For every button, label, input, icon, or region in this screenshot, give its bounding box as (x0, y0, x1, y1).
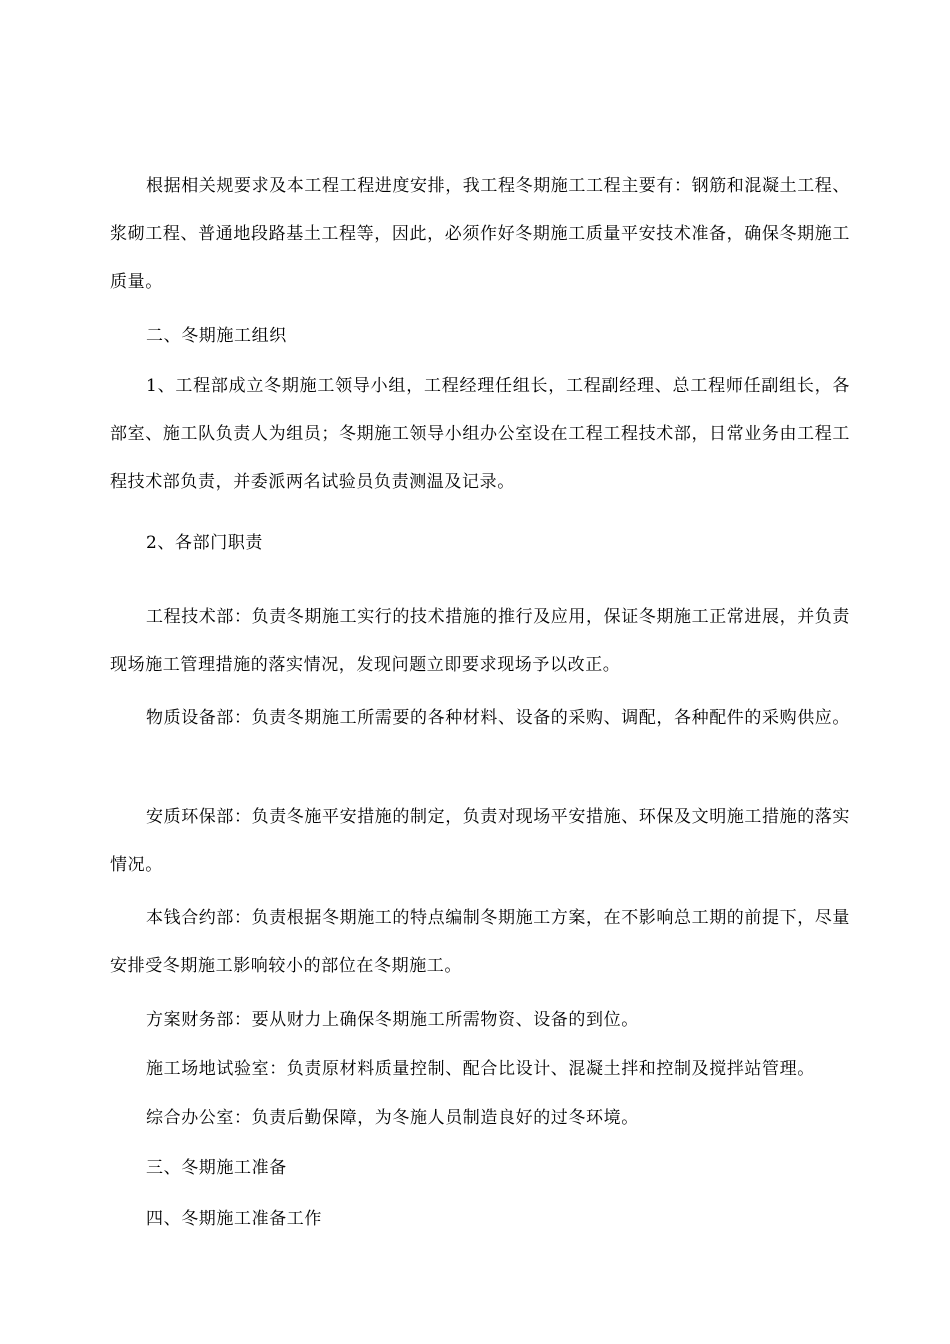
paragraph-leading-group: 1、工程部成立冬期施工领导小组，工程经理任组长，工程副经理、总工程师任副组长，各部室、施工队负责人为组员；冬期施工领导小组办公室设在工程工程技术部，日常业务由工程工程技术部负责，并委派两名试验员负责测温及记录。 (110, 376, 850, 492)
paragraph-engineering-tech: 工程技术部：负责冬期施工实行的技术措施的推行及应用，保证冬期施工正常进展，并负责现场施工管理措施的落实情况，发现问题立即要求现场予以改正。 (110, 607, 850, 675)
heading-preparation-work: 四、冬期施工准备工作 (146, 1209, 322, 1229)
paragraph-cost-contract: 本钱合约部：负责根据冬期施工的特点编制冬期施工方案，在不影响总工期的前提下，尽量安排受冬期施工影响较小的部位在冬期施工。 (110, 908, 850, 976)
paragraph-material-equipment: 物质设备部：负责冬期施工所需要的各种材料、设备的采购、调配，各种配件的采购供应。 (146, 708, 850, 728)
paragraph-intro: 根据相关规要求及本工程工程进度安排，我工程冬期施工工程主要有：钢筋和混凝土工程、浆砌工程、普通地段路基土工程等，因此，必须作好冬期施工质量平安技术准备，确保冬期施工质量。 (110, 176, 850, 292)
heading-winter-preparation: 三、冬期施工准备 (146, 1158, 287, 1178)
paragraph-general-office: 综合办公室：负责后勤保障，为冬施人员制造良好的过冬环境。 (146, 1108, 639, 1128)
heading-department-duties: 2、各部门职责 (146, 533, 264, 553)
paragraph-finance: 方案财务部：要从财力上确保冬期施工所需物资、设备的到位。 (146, 1010, 639, 1030)
paragraph-laboratory: 施工场地试验室：负责原材料质量控制、配合比设计、混凝土拌和控制及搅拌站管理。 (146, 1059, 815, 1079)
paragraph-safety-environment: 安质环保部：负责冬施平安措施的制定，负责对现场平安措施、环保及文明施工措施的落实情况。 (110, 807, 850, 875)
heading-winter-organization: 二、冬期施工组织 (146, 326, 287, 346)
